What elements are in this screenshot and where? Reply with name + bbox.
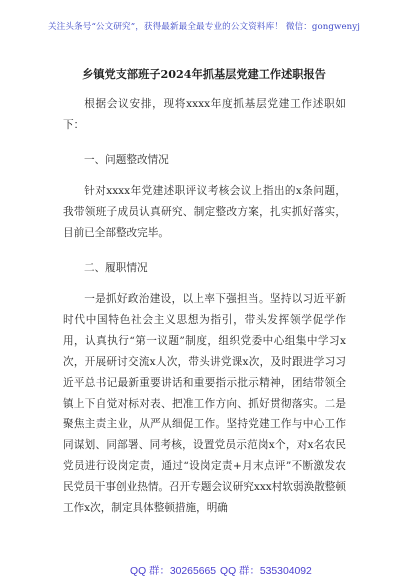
section-1-paragraph: 针对xxxx年党建述职评议考核会议上指出的x条问题，我带领班子成员认真研究、制定整改方案，扎实抓好落实，目前已全部整改完毕。 [63,185,346,239]
section-heading-2: 二、履职情况 [84,262,148,274]
promo-banner: 关注头条号“公文研究”，获得最新最全最专业的公文资料库！ 微信：gongwenyj [47,22,361,32]
document-title: 乡镇党支部班子2024年抓基层党建工作述职报告 [82,67,326,81]
intro-paragraph: 根据会议安排，现将xxxx年度抓基层党建工作述职如下： [63,98,346,131]
section-heading-1: 一、问题整改情况 [84,154,169,166]
section-2-paragraph: 一是抓好政治建设，以上率下强担当。坚持以习近平新时代中国特色社会主义思想为指引，带头发挥领学促学作用，认真执行“第一议题”制度，组织党委中心组集中学习x次，开展研讨交流x人次，带头讲党课x次，及时跟进学习习近平总书记最新重要讲话和重要指示批示精神，团结带领全镇上下自觉对标对表、把准工作方向、抓好贯彻落实。二是聚焦主责主业，从严从细促工作。坚持党建工作与中心工作同谋划、同部署、同考核，设置党员示范岗x个，对x名农民党员进行设岗定责，通过“设岗定责+月末点评”不断激发农民党员干事创业热情。召开专题会议研究xxx村软弱涣散整顿工作x次，制定具体整顿措施，明确 [63,293,346,515]
footer-qq-group-2: QQ 群：535304092 [220,566,312,577]
footer-qq-group-1: QQ 群：30265665 [130,566,217,577]
